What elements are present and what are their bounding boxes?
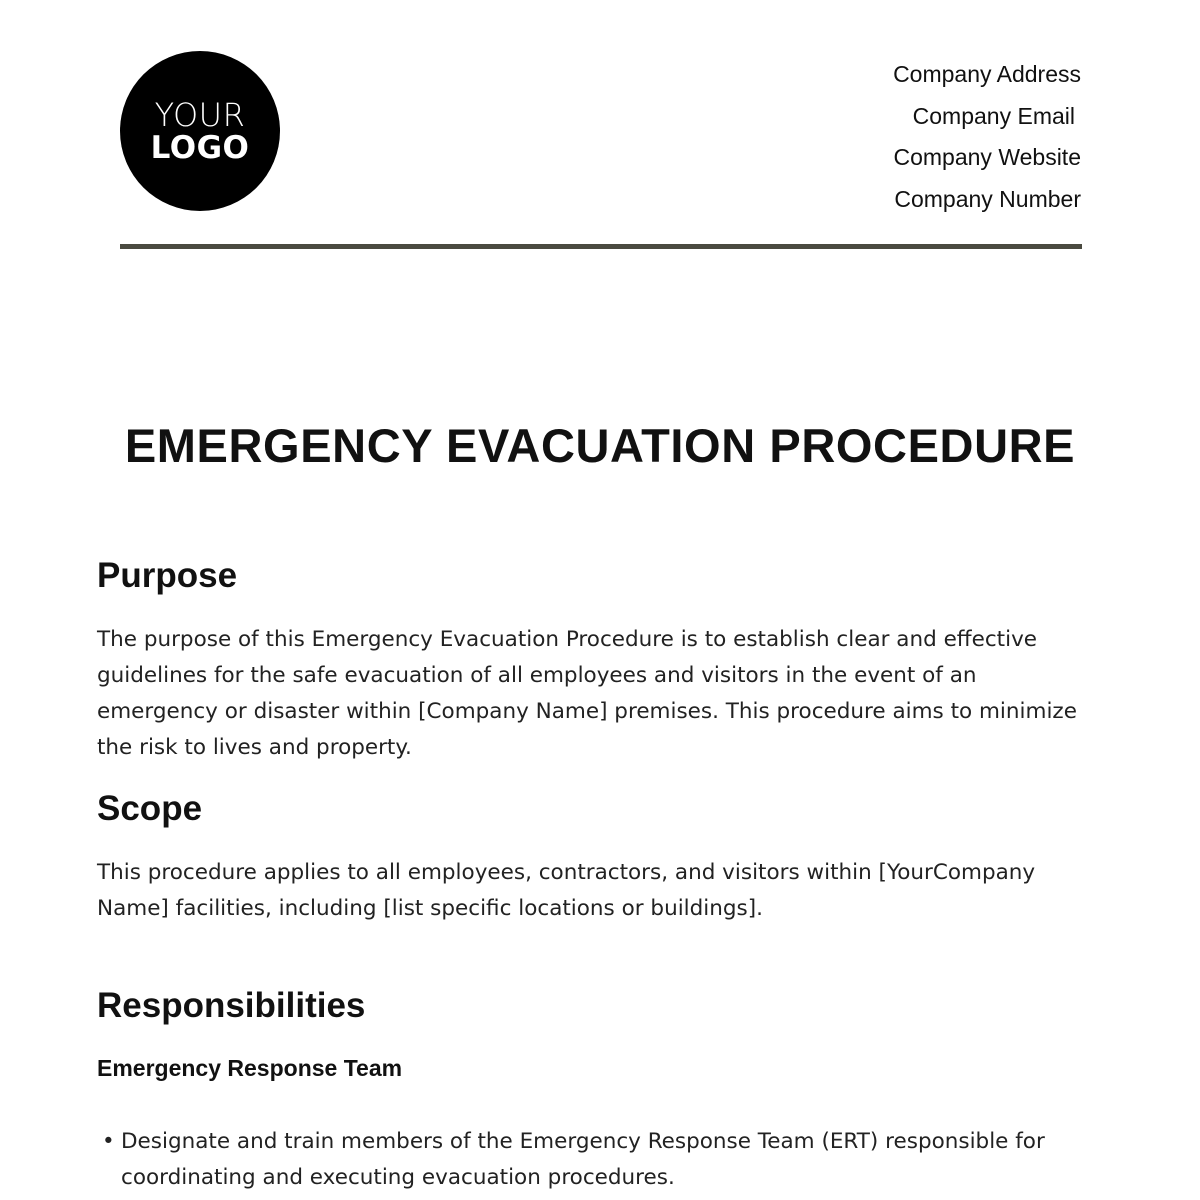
list-item <box>97 1124 1071 1196</box>
company-number: Company Number <box>894 185 1081 212</box>
company-address: Company Address <box>893 61 1081 87</box>
company-email: Company Email <box>912 102 1075 129</box>
bullet-icon: • <box>102 1129 115 1154</box>
scope-heading: Scope <box>97 789 203 828</box>
document-title: EMERGENCY EVACUATION PROCEDURE <box>124 419 1076 472</box>
responsibilities-heading: Responsibilities <box>97 986 366 1025</box>
company-website: Company Website <box>893 144 1081 170</box>
scope-body: This procedure applies to all employees, contractors, and visitors within [YourCompany Name] facilities, including [list specific locations or buildings]. <box>97 860 1036 921</box>
logo-line-1: YOUR <box>154 95 246 134</box>
list-item-text: Designate and train members of the Emergency Response Team (ERT) responsible for coordinating and executing evacuation procedures. <box>121 1129 1045 1190</box>
ert-bullet-list <box>97 1124 1097 1196</box>
logo-line-2: LOGO <box>150 129 250 166</box>
company-logo <box>120 51 280 211</box>
company-contact-block <box>761 54 1081 220</box>
purpose-body: The purpose of this Emergency Evacuation Procedure is to establish clear and effective guidelines for the safe evacuation of all employees and visitors in the event of an emergency or disaster within [Company Name] premises. This procedure aims to minimize the risk to lives and property. <box>97 627 1077 760</box>
header-divider <box>120 244 1082 249</box>
ert-subheading: Emergency Response Team <box>97 1055 403 1081</box>
purpose-heading: Purpose <box>97 556 238 595</box>
